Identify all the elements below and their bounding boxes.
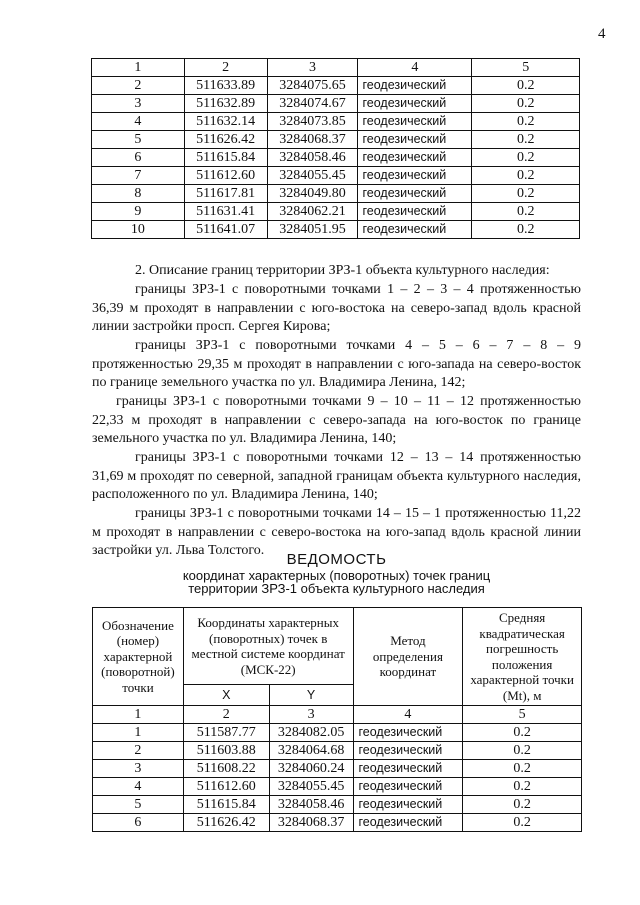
- y-coordinate-cell: 3284062.21: [267, 203, 358, 221]
- point-number-cell: 7: [92, 167, 185, 185]
- boundary-paragraph: границы ЗРЗ-1 с поворотными точками 4 – 5 – 6 – 7 – 8 – 9 протяженностью 29,35 м проходят в направлении с юго-запада на северо-восток по границе земельного участка по ул. Владимира Ленина, 142;: [92, 338, 581, 391]
- method-cell: геодезический: [358, 149, 472, 167]
- page-number: 4: [598, 26, 606, 42]
- statement-subtitle-line1: координат характерных (поворотных) точек границ: [182, 568, 491, 583]
- method-cell: геодезический: [358, 185, 472, 203]
- method-cell: геодезический: [353, 814, 463, 832]
- column-index-cell: 1: [92, 59, 185, 77]
- x-coordinate-cell: 511612.60: [183, 778, 269, 796]
- accuracy-cell: 0.2: [463, 778, 582, 796]
- accuracy-cell: 0.2: [472, 203, 580, 221]
- accuracy-cell: 0.2: [472, 77, 580, 95]
- accuracy-cell: 0.2: [472, 221, 580, 239]
- accuracy-cell: 0.2: [463, 742, 582, 760]
- y-coordinate-cell: 3284055.45: [269, 778, 353, 796]
- boundary-paragraph: границы ЗРЗ-1 с поворотными точками 14 – 15 – 1 протяженностью 11,22 м проходят в направлении с северо-востока на юго-запад вдоль красной линии застройки ул. Льва Толстого.: [92, 506, 581, 559]
- column-index-cell: 4: [358, 59, 472, 77]
- method-cell: геодезический: [358, 167, 472, 185]
- point-number-cell: 4: [92, 113, 185, 131]
- table-index-row: [93, 706, 582, 724]
- table-row: [92, 77, 580, 95]
- y-coordinate-cell: 3284068.37: [269, 814, 353, 832]
- method-cell: геодезический: [358, 77, 472, 95]
- statement-title: ВЕДОМОСТЬ: [286, 551, 387, 568]
- y-coordinate-cell: 3284075.65: [267, 77, 358, 95]
- table-row: [92, 221, 580, 239]
- accuracy-cell: 0.2: [472, 185, 580, 203]
- method-cell: геодезический: [353, 742, 463, 760]
- point-number-cell: 2: [93, 742, 184, 760]
- table-row: [93, 760, 582, 778]
- accuracy-cell: 0.2: [472, 167, 580, 185]
- x-coordinate-cell: 511617.81: [184, 185, 267, 203]
- column-index-cell: 5: [463, 706, 582, 724]
- y-coordinate-cell: 3284064.68: [269, 742, 353, 760]
- table-row: [92, 95, 580, 113]
- accuracy-header: Средняя квадратическая погрешность положения характерной точки (Mt), м: [463, 608, 582, 706]
- point-number-cell: 4: [93, 778, 184, 796]
- coordinates-header: Координаты характерных (поворотных) точек в местной системе координат (МСК-22): [183, 608, 353, 685]
- y-coordinate-cell: 3284068.37: [267, 131, 358, 149]
- x-coordinate-cell: 511603.88: [183, 742, 269, 760]
- table-row: [92, 167, 580, 185]
- method-cell: геодезический: [358, 95, 472, 113]
- table-header-row: [92, 59, 580, 77]
- column-index-cell: 5: [472, 59, 580, 77]
- y-coordinate-cell: 3284082.05: [269, 724, 353, 742]
- boundary-paragraph: границы ЗРЗ-1 с поворотными точками 12 – 13 – 14 протяженностью 31,69 м проходят по северной, западной границам объекта культурного наследия, расположенного по ул. Владимира Ленина, 140;: [92, 450, 581, 503]
- method-cell: геодезический: [358, 221, 472, 239]
- point-number-cell: 1: [93, 724, 184, 742]
- x-coordinate-cell: 511631.41: [184, 203, 267, 221]
- x-header: X: [183, 685, 269, 706]
- point-number-cell: 6: [92, 149, 185, 167]
- column-index-cell: 2: [184, 59, 267, 77]
- method-header: Метод определения координат: [353, 608, 463, 706]
- method-cell: геодезический: [353, 796, 463, 814]
- point-number-cell: 10: [92, 221, 185, 239]
- column-index-cell: 4: [353, 706, 463, 724]
- x-coordinate-cell: 511626.42: [184, 131, 267, 149]
- y-coordinate-cell: 3284058.46: [267, 149, 358, 167]
- table-row: [93, 814, 582, 832]
- y-coordinate-cell: 3284060.24: [269, 760, 353, 778]
- y-coordinate-cell: 3284055.45: [267, 167, 358, 185]
- table-row: [92, 149, 580, 167]
- table-row: [92, 203, 580, 221]
- x-coordinate-cell: 511632.14: [184, 113, 267, 131]
- column-index-cell: 2: [183, 706, 269, 724]
- boundary-paragraph: границы ЗРЗ-1 с поворотными точками 9 – 10 – 11 – 12 протяженностью 22,33 м проходят в направлении с северо-запада на юго-восток по границе земельного участка по ул. Владимира Ленина, 140;: [92, 394, 581, 447]
- accuracy-cell: 0.2: [472, 113, 580, 131]
- accuracy-cell: 0.2: [463, 760, 582, 778]
- method-cell: геодезический: [353, 778, 463, 796]
- point-number-cell: 2: [92, 77, 185, 95]
- column-index-cell: 3: [269, 706, 353, 724]
- y-coordinate-cell: 3284049.80: [267, 185, 358, 203]
- table-row: [93, 724, 582, 742]
- x-coordinate-cell: 511608.22: [183, 760, 269, 778]
- x-coordinate-cell: 511641.07: [184, 221, 267, 239]
- accuracy-cell: 0.2: [463, 814, 582, 832]
- accuracy-cell: 0.2: [463, 796, 582, 814]
- x-coordinate-cell: 511587.77: [183, 724, 269, 742]
- table-row: [93, 778, 582, 796]
- method-cell: геодезический: [353, 760, 463, 778]
- point-number-cell: 3: [92, 95, 185, 113]
- method-cell: геодезический: [353, 724, 463, 742]
- x-coordinate-cell: 511626.42: [183, 814, 269, 832]
- statement-subtitle-line2: территории ЗРЗ-1 объекта культурного наследия: [188, 581, 485, 596]
- y-coordinate-cell: 3284074.67: [267, 95, 358, 113]
- method-cell: геодезический: [358, 131, 472, 149]
- accuracy-cell: 0.2: [472, 131, 580, 149]
- point-number-cell: 8: [92, 185, 185, 203]
- y-coordinate-cell: 3284051.95: [267, 221, 358, 239]
- point-number-cell: 5: [93, 796, 184, 814]
- accuracy-cell: 0.2: [472, 95, 580, 113]
- accuracy-cell: 0.2: [472, 149, 580, 167]
- boundary-paragraph: границы ЗРЗ-1 с поворотными точками 1 – 2 – 3 – 4 протяженностью 36,39 м проходят в направлении с юго-востока на северо-запад вдоль красной линии застройки просп. Сергея Кирова;: [92, 282, 581, 335]
- section-title: 2. Описание границ территории ЗРЗ-1 объекта культурного наследия:: [135, 263, 550, 278]
- table-row: [92, 131, 580, 149]
- point-number-cell: 5: [92, 131, 185, 149]
- method-cell: геодезический: [358, 203, 472, 221]
- method-cell: геодезический: [358, 113, 472, 131]
- x-coordinate-cell: 511612.60: [184, 167, 267, 185]
- x-coordinate-cell: 511615.84: [183, 796, 269, 814]
- x-coordinate-cell: 511633.89: [184, 77, 267, 95]
- point-number-header: Обозначение (номер) характерной (поворотной) точки: [93, 608, 184, 706]
- y-coordinate-cell: 3284058.46: [269, 796, 353, 814]
- y-coordinate-cell: 3284073.85: [267, 113, 358, 131]
- x-coordinate-cell: 511615.84: [184, 149, 267, 167]
- point-number-cell: 3: [93, 760, 184, 778]
- table-row: [93, 796, 582, 814]
- table-row: [93, 742, 582, 760]
- accuracy-cell: 0.2: [463, 724, 582, 742]
- column-index-cell: 3: [267, 59, 358, 77]
- point-number-cell: 6: [93, 814, 184, 832]
- y-header: Y: [269, 685, 353, 706]
- coordinates-statement-table: [92, 607, 582, 832]
- table-row: [92, 185, 580, 203]
- coordinates-table-continued: [91, 58, 580, 239]
- point-number-cell: 9: [92, 203, 185, 221]
- column-index-cell: 1: [93, 706, 184, 724]
- x-coordinate-cell: 511632.89: [184, 95, 267, 113]
- table-row: [92, 113, 580, 131]
